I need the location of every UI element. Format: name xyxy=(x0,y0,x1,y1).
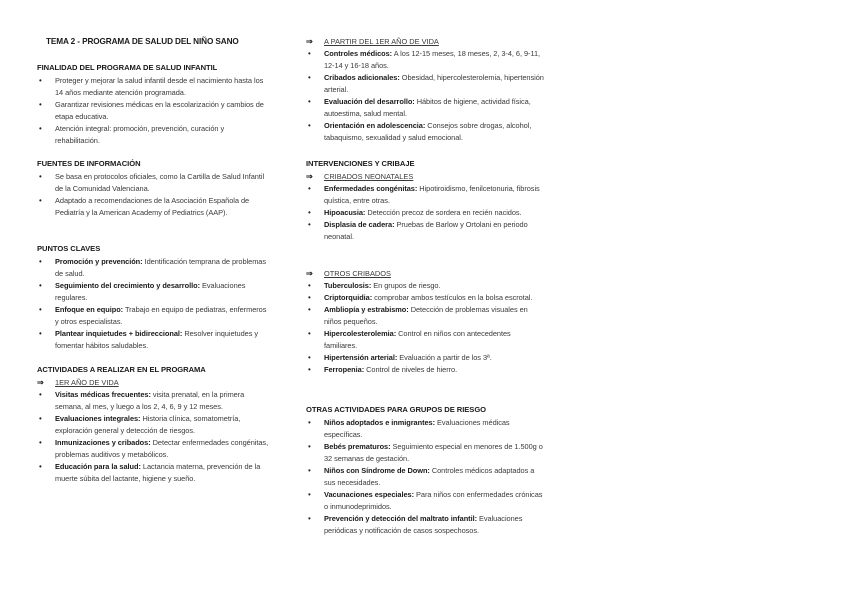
list-item-text: Lactancia materna, prevención de la muerte súbita del lactante, higiene y sueño. xyxy=(55,462,261,483)
list-item-text: comprobar ambos testículos en la bolsa escrotal. xyxy=(372,293,533,302)
list-item-text: Detección precoz de sordera en recién nacidos. xyxy=(365,208,522,217)
list-item xyxy=(306,96,544,120)
list-item-term: Evaluación del desarrollo: xyxy=(324,97,415,106)
list-item-text: Hipotiroidismo, fenilcetonuria, fibrosis quística, entre otras. xyxy=(324,184,540,205)
list-item xyxy=(37,75,269,99)
subsection-heading xyxy=(306,171,544,183)
list-item-text: visita prenatal, en la primera semana, al mes, y luego a los 2, 4, 6, 9 y 12 meses. xyxy=(55,390,245,411)
list-item xyxy=(37,171,269,195)
list-item-term: Cribados adicionales: xyxy=(324,73,400,82)
list-item-term: Evaluaciones integrales: xyxy=(55,414,141,423)
list-item-text: Evaluaciones médicas específicas. xyxy=(324,418,510,439)
list-item-text: Pruebas de Barlow y Ortolani en periodo neonatal. xyxy=(324,220,528,241)
list-item-term: Enfoque en equipo: xyxy=(55,305,124,314)
list-item xyxy=(306,280,544,292)
list-item-term: Ferropenia: xyxy=(324,365,365,374)
list-item-term: Displasia de cadera: xyxy=(324,220,395,229)
list-item-text: Proteger y mejorar la salud infantil desde el nacimiento hasta los 14 años mediante atención programada. xyxy=(55,76,264,97)
section-heading: FUENTES DE INFORMACIÓN xyxy=(37,159,141,168)
list-item xyxy=(306,72,544,96)
list-item-term: Hipercolesterolemia: xyxy=(324,329,397,338)
bullet-list xyxy=(306,417,544,537)
list-item xyxy=(37,413,269,437)
list-item-term: Bebés prematuros: xyxy=(324,442,391,451)
list-item-term: Vacunaciones especiales: xyxy=(324,490,415,499)
section-fuentes xyxy=(37,158,269,219)
section-heading: FINALIDAD DEL PROGRAMA DE SALUD INFANTIL xyxy=(37,63,218,72)
list-item-text: Detectar enfermedades congénitas, problemas auditivos y metabólicos. xyxy=(55,438,269,459)
bullet-list xyxy=(37,75,269,147)
list-item xyxy=(37,280,269,304)
list-item-text: Trabajo en equipo de pediatras, enfermeros y otros especialistas. xyxy=(55,305,267,326)
list-item xyxy=(306,207,544,219)
section-actividades xyxy=(37,364,269,485)
list-item xyxy=(37,123,269,147)
list-item-term: Orientación en adolescencia: xyxy=(324,121,426,130)
list-item-term: Hipoacusia: xyxy=(324,208,366,217)
section-intervenciones xyxy=(306,158,544,243)
bullet-list xyxy=(37,389,269,485)
list-item-text: Garantizar revisiones médicas en la escolarización y cambios de etapa educativa. xyxy=(55,100,264,121)
bullet-list xyxy=(306,280,544,376)
arrow-icon: ⇒ xyxy=(306,37,313,46)
subsection-heading xyxy=(306,268,544,280)
list-item xyxy=(306,48,544,72)
list-item-term: Controles médicos: xyxy=(324,49,393,58)
section-a-partir xyxy=(306,36,544,144)
list-item-text: Resolver inquietudes y fomentar hábitos saludables. xyxy=(55,329,259,350)
list-item xyxy=(306,183,544,207)
list-item-text: Control en niños con antecedentes familiares. xyxy=(324,329,511,350)
list-item-term: Hipertensión arterial: xyxy=(324,353,398,362)
list-item-text: En grupos de riesgo. xyxy=(371,281,441,290)
list-item xyxy=(37,389,269,413)
list-item-text: Consejos sobre drogas, alcohol, tabaquismo, sexualidad y salud emocional. xyxy=(324,121,532,142)
bullet-list xyxy=(306,48,544,144)
list-item-term: Niños con Síndrome de Down: xyxy=(324,466,430,475)
list-item xyxy=(306,441,544,465)
list-item-term: Enfermedades congénitas: xyxy=(324,184,418,193)
list-item-text: Evaluaciones regulares. xyxy=(55,281,246,302)
list-item-text: Controles médicos adaptados a sus necesidades. xyxy=(324,466,535,487)
arrow-icon: ⇒ xyxy=(306,269,313,278)
subsection-title: 1ER AÑO DE VIDA xyxy=(55,378,119,387)
list-item xyxy=(37,99,269,123)
list-item xyxy=(306,120,544,144)
subsection-heading xyxy=(37,377,269,389)
list-item-term: Criptorquidia: xyxy=(324,293,373,302)
list-item-text: Historia clínica, somatometría, exploración general y detección de riesgos. xyxy=(55,414,241,435)
list-item-text: Seguimiento especial en menores de 1.500g o 32 semanas de gestación. xyxy=(324,442,543,463)
list-item-term: Seguimiento del crecimiento y desarrollo: xyxy=(55,281,200,290)
list-item-term: Promoción y prevención: xyxy=(55,257,143,266)
subsection-heading xyxy=(306,36,544,48)
bullet-list xyxy=(37,171,269,219)
list-item xyxy=(37,195,269,219)
list-item-text: Control de niveles de hierro. xyxy=(364,365,458,374)
bullet-list xyxy=(37,256,269,352)
section-heading: PUNTOS CLAVES xyxy=(37,244,101,253)
section-finalidad xyxy=(37,62,269,147)
list-item-text: Se basa en protocolos oficiales, como la Cartilla de Salud Infantil de la Comunidad Valenciana. xyxy=(55,172,265,193)
list-item-text: Hábitos de higiene, actividad física, autoestima, salud mental. xyxy=(324,97,531,118)
list-item xyxy=(306,465,544,489)
list-item xyxy=(306,219,544,243)
list-item xyxy=(306,489,544,513)
list-item-text: Evaluaciones periódicas y notificación de casos sospechosos. xyxy=(324,514,523,535)
list-item xyxy=(306,417,544,441)
list-item xyxy=(306,292,544,304)
list-item-text: Para niños con enfermedades crónicas o inmunodeprimidos. xyxy=(324,490,543,511)
list-item xyxy=(306,352,544,364)
list-item xyxy=(37,256,269,280)
page-title: TEMA 2 - PROGRAMA DE SALUD DEL NIÑO SANO xyxy=(46,37,239,46)
list-item xyxy=(37,328,269,352)
list-item-term: Prevención y detección del maltrato infantil: xyxy=(324,514,477,523)
list-item-text: Obesidad, hipercolesterolemia, hipertensión arterial. xyxy=(324,73,544,94)
arrow-icon: ⇒ xyxy=(37,378,44,387)
list-item-term: Plantear inquietudes + bidireccional: xyxy=(55,329,183,338)
list-item xyxy=(306,513,544,537)
subsection-title: OTROS CRIBADOS xyxy=(324,269,391,278)
list-item xyxy=(306,304,544,328)
list-item xyxy=(37,437,269,461)
list-item xyxy=(37,304,269,328)
list-item-text: Detección de problemas visuales en niños pequeños. xyxy=(324,305,528,326)
section-heading: INTERVENCIONES Y CRIBAJE xyxy=(306,159,415,168)
section-heading: ACTIVIDADES A REALIZAR EN EL PROGRAMA xyxy=(37,365,206,374)
list-item-term: Tuberculosis: xyxy=(324,281,372,290)
list-item-text: A los 12-15 meses, 18 meses, 2, 3-4, 6, 9-11, 12-14 y 16-18 años. xyxy=(324,49,541,70)
section-otros-cribados xyxy=(306,268,544,376)
list-item-text: Evaluación a partir de los 3ª. xyxy=(397,353,492,362)
list-item-term: Ambliopía y estrabismo: xyxy=(324,305,409,314)
list-item-term: Inmunizaciones y cribados: xyxy=(55,438,151,447)
section-grupos-riesgo xyxy=(306,404,544,537)
list-item xyxy=(37,461,269,485)
section-puntos-claves xyxy=(37,243,269,352)
list-item-text: Adaptado a recomendaciones de la Asociación Española de Pediatría y la American Academy of Pediatrics (AAP). xyxy=(55,196,250,217)
list-item-term: Niños adoptados e inmigrantes: xyxy=(324,418,436,427)
list-item xyxy=(306,364,544,376)
arrow-icon: ⇒ xyxy=(306,172,313,181)
list-item-term: Visitas médicas frecuentes: xyxy=(55,390,151,399)
list-item-text: Identificación temprana de problemas de salud. xyxy=(55,257,267,278)
list-item-term: Educación para la salud: xyxy=(55,462,141,471)
bullet-list xyxy=(306,183,544,243)
subsection-title: CRIBADOS NEONATALES xyxy=(324,172,414,181)
section-heading: OTRAS ACTIVIDADES PARA GRUPOS DE RIESGO xyxy=(306,405,487,414)
list-item-text: Atención integral: promoción, prevención, curación y rehabilitación. xyxy=(55,124,225,145)
subsection-title: A PARTIR DEL 1ER AÑO DE VIDA xyxy=(324,37,439,46)
list-item xyxy=(306,328,544,352)
